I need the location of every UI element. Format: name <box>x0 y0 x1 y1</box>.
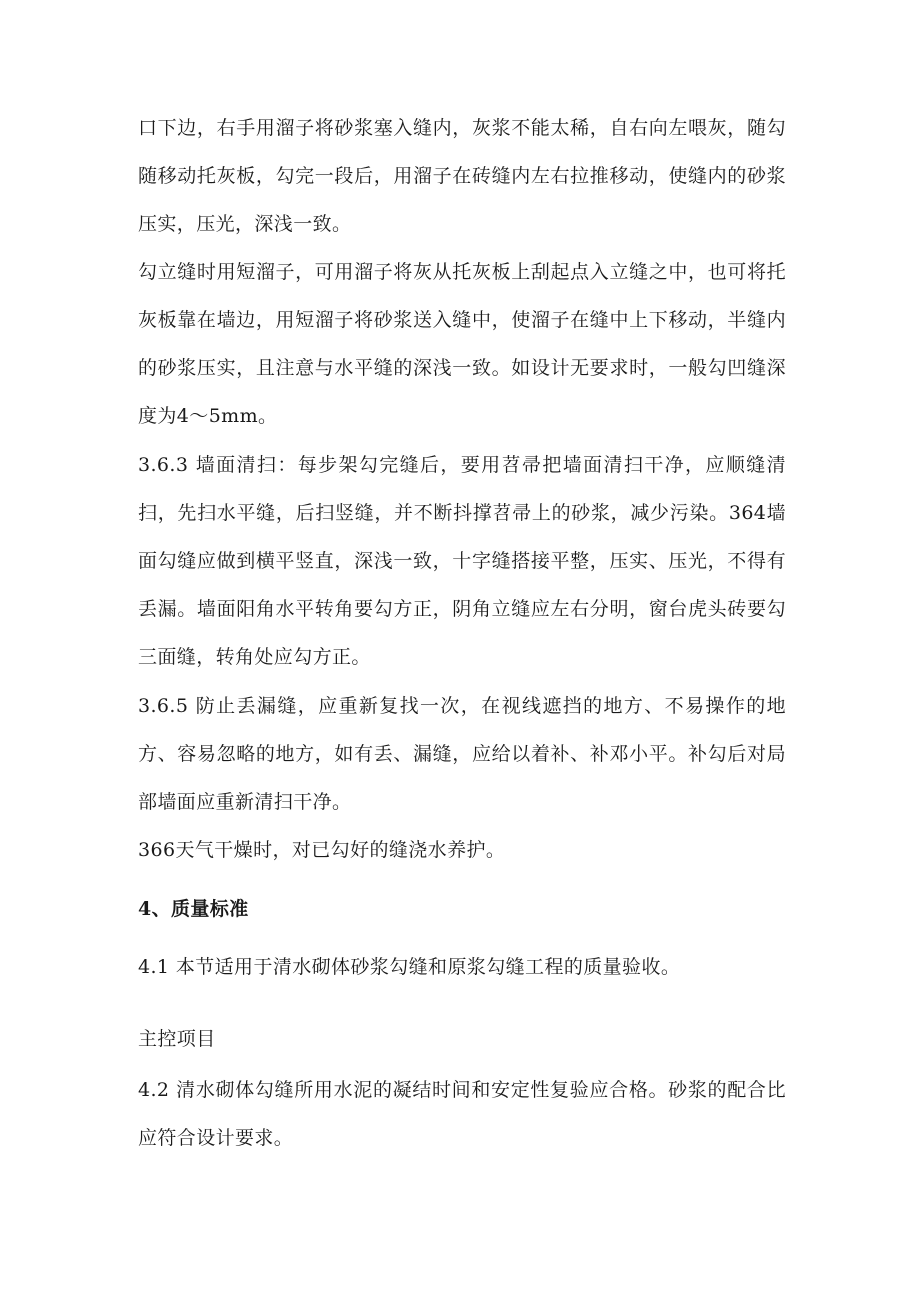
section-heading-quality-standard: 4、质量标准 <box>138 898 249 920</box>
paragraph-4-2: 4.2 清水砌体勾缝所用水泥的凝结时间和安定性复验应合格。砂浆的配合比应符合设计要求。 <box>138 1079 786 1149</box>
paragraph-366: 366天气干燥时，对已勾好的缝浇水养护。 <box>138 839 506 861</box>
paragraph-3-6-3: 3.6.3 墙面清扫：每步架勾完缝后，要用苕帚把墙面清扫干净，应顺缝清扫，先扫水平缝，后扫竖缝，并不断抖撑苕帚上的砂浆，减少污染。364墙面勾缝应做到横平竖直，深浅一致，十字缝搭接平整，压实、压光，不得有丢漏。墙面阳角水平转角要勾方正，阴角立缝应左右分明，窗台虎头砖要勾三面缝，转角处应勾方正。 <box>138 454 786 668</box>
paragraph-3-6-5: 3.6.5 防止丢漏缝，应重新复找一次，在视线遮挡的地方、不易操作的地方、容易忽略的地方，如有丢、漏缝，应给以着补、补邓小平。补勾后对局部墙面应重新清扫干净。 <box>138 695 786 813</box>
paragraph-mortar-filling: 口下边，右手用溜子将砂浆塞入缝内，灰浆不能太稀，自右向左喂灰，随勾随移动托灰板，勾完一段后，用溜子在砖缝内左右拉推移动，使缝内的砂浆压实，压光，深浅一致。 <box>138 117 786 235</box>
paragraph-vertical-joint: 勾立缝时用短溜子，可用溜子将灰从托灰板上刮起点入立缝之中，也可将托灰板靠在墙边，用短溜子将砂浆送入缝中，使溜子在缝中上下移动，半缝内的砂浆压实，且注意与水平缝的深浅一致。如设计无要求时，一般勾凹缝深度为4～5mm。 <box>138 261 786 427</box>
paragraph-4-1: 4.1 本节适用于清水砌体砂浆勾缝和原浆勾缝工程的质量验收。 <box>138 956 681 978</box>
subheading-main-control-items: 主控项目 <box>138 1028 216 1050</box>
